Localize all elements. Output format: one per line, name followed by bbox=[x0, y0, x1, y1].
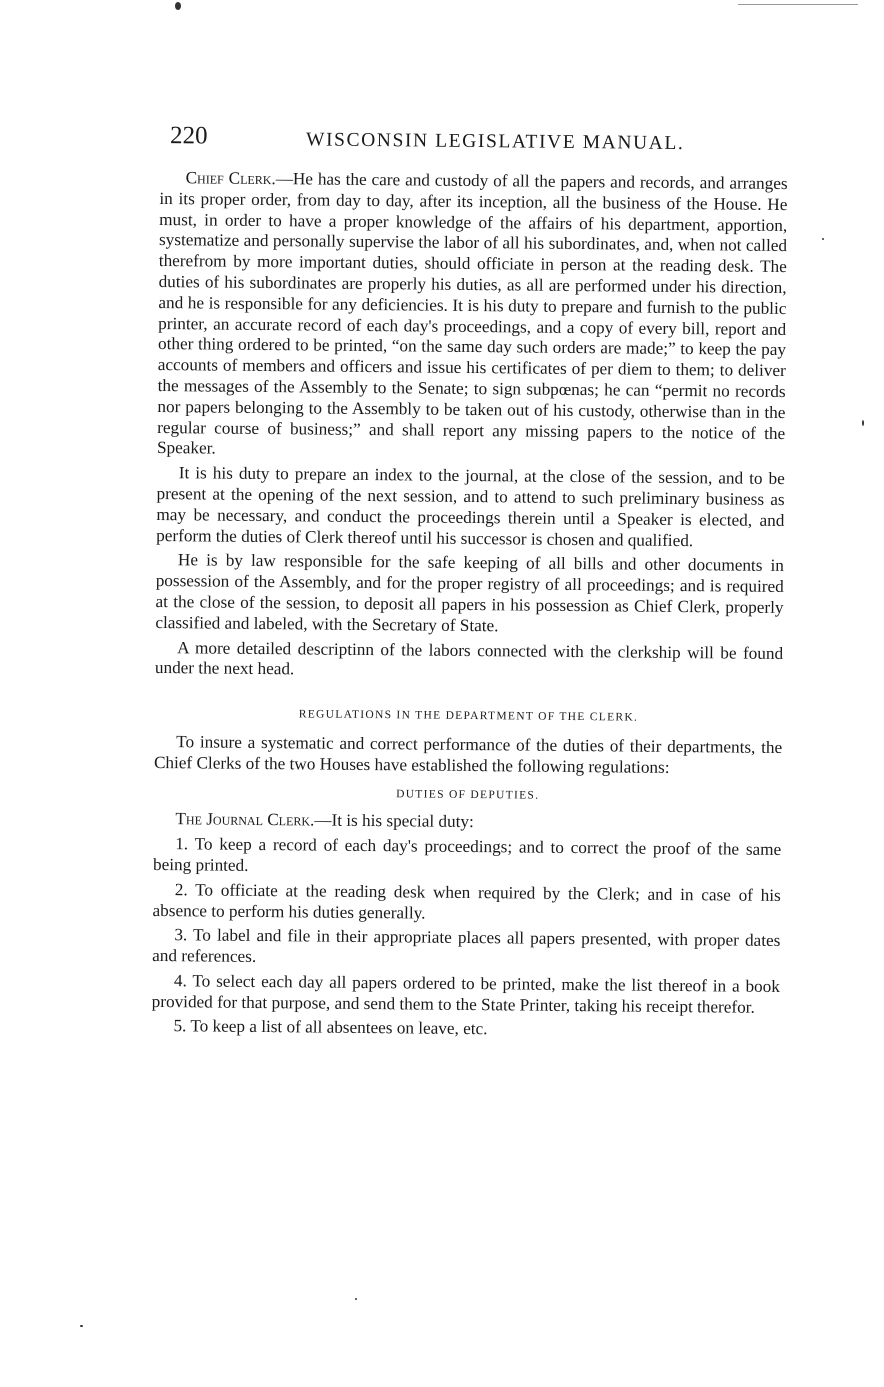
chief-clerk-paragraph bbox=[157, 168, 788, 465]
regulations-heading: REGULATIONS IN THE DEPARTMENT OF THE CLERK. bbox=[298, 708, 639, 724]
chief-clerk-lead: Chief Clerk. bbox=[185, 168, 276, 189]
duty-item-number: 3. bbox=[174, 925, 188, 945]
duty-item-number: 1. bbox=[175, 834, 189, 854]
duty-item bbox=[151, 1016, 779, 1043]
duties-of-deputies-heading: DUTIES OF DEPUTIES. bbox=[396, 787, 540, 802]
journal-clerk-paragraph bbox=[153, 809, 781, 836]
scan-speck bbox=[175, 2, 181, 10]
journal-clerk-text: —It is his special duty: bbox=[314, 810, 474, 832]
safe-keeping-paragraph: He is by law responsible for the safe keeping of all bills and other documents in possession of the Assembly, and for the proper registry of all proceedings; and is required at the close of the session, to deposit all papers in his possession as Chief Clerk, properly classified and labeled, with the Secretary of State. bbox=[155, 550, 785, 636]
duty-item-number: 5. bbox=[173, 1016, 187, 1036]
scan-speck bbox=[355, 1298, 357, 1300]
duty-item-text: To keep a record of each day's proceedings; and to correct the proof of the same being printed. bbox=[152, 834, 782, 875]
duty-item-number: 2. bbox=[174, 879, 188, 900]
duty-item bbox=[152, 925, 780, 973]
scan-speck bbox=[822, 238, 824, 240]
duty-item bbox=[153, 834, 781, 882]
duty-item bbox=[152, 971, 780, 1019]
running-head bbox=[170, 122, 710, 161]
duty-item-number: 4. bbox=[173, 971, 187, 991]
duty-item-text: To label and file in their appropriate places all papers presented, with proper dates and references. bbox=[152, 925, 781, 967]
duty-item-text: To officiate at the reading desk when required by the Clerk; and in case of his absence to perform his duties generally. bbox=[152, 880, 781, 923]
duty-item bbox=[153, 880, 781, 928]
chief-clerk-text: —He has the care and custody of all the papers and records, and arranges in its proper order, from day to day, after its inception, all the business of the House. He must, in order to have a proper knowledge of the affairs of his department, apportion, systematize and personally supervise the labor of all his subordinates, and, when not called therefrom by more important duties, should officiate in person at the reading desk. The duties of his subordinates are properly his duties, as all are performed under his direction, and he is responsible for any deficiencies. It is his duty to prepare and furnish to the public printer, an accurate record of each day's proceedings, and a copy of every bill, report and other thing ordered to be printed, “on the same day such orders are made;” to keep the pay accounts of members and officers and issue his certificates of per diem to them; to deliver the messages of the Assembly to the Senate; to sign subpœnas; he can “permit no records nor papers belonging to the Assembly to be taken out of his custody, otherwise than in the regular course of business;” and shall report any missing papers to the notice of the Speaker. bbox=[156, 169, 788, 458]
duty-item-text: To keep a list of all absentees on leave, etc. bbox=[190, 1016, 488, 1039]
page-number: 220 bbox=[169, 122, 208, 150]
index-duty-paragraph: It is his duty to prepare an index to the journal, at the close of the session, and to be present at the opening of the next session, and to attend to such preliminary business as may be necessary, and conduct the proceedings therein until a Speaker is elected, and perform the duties of Clerk thereof until his successor is chosen and qualified. bbox=[156, 463, 785, 550]
journal-clerk-lead: The Journal Clerk. bbox=[175, 809, 315, 830]
scan-edge-mark bbox=[738, 4, 858, 5]
page-body bbox=[151, 168, 787, 1047]
scan-speck bbox=[80, 1325, 83, 1327]
duty-item-text: To select each day all papers ordered to be printed, make the list thereof in a book provided for that purpose, and send them to the State Printer, taking his receipt therefor. bbox=[151, 971, 780, 1017]
detailed-description-paragraph: A more detailed descriptinn of the labors connected with the clerkship will be found under the next head. bbox=[154, 637, 784, 679]
running-title: WISCONSIN LEGISLATIVE MANUAL. bbox=[305, 129, 685, 155]
scan-speck bbox=[862, 420, 864, 426]
regulations-intro: To insure a systematic and correct performance of the duties of their departments, the Chief Clerks of the two Houses have established the following regulations: bbox=[153, 732, 783, 777]
